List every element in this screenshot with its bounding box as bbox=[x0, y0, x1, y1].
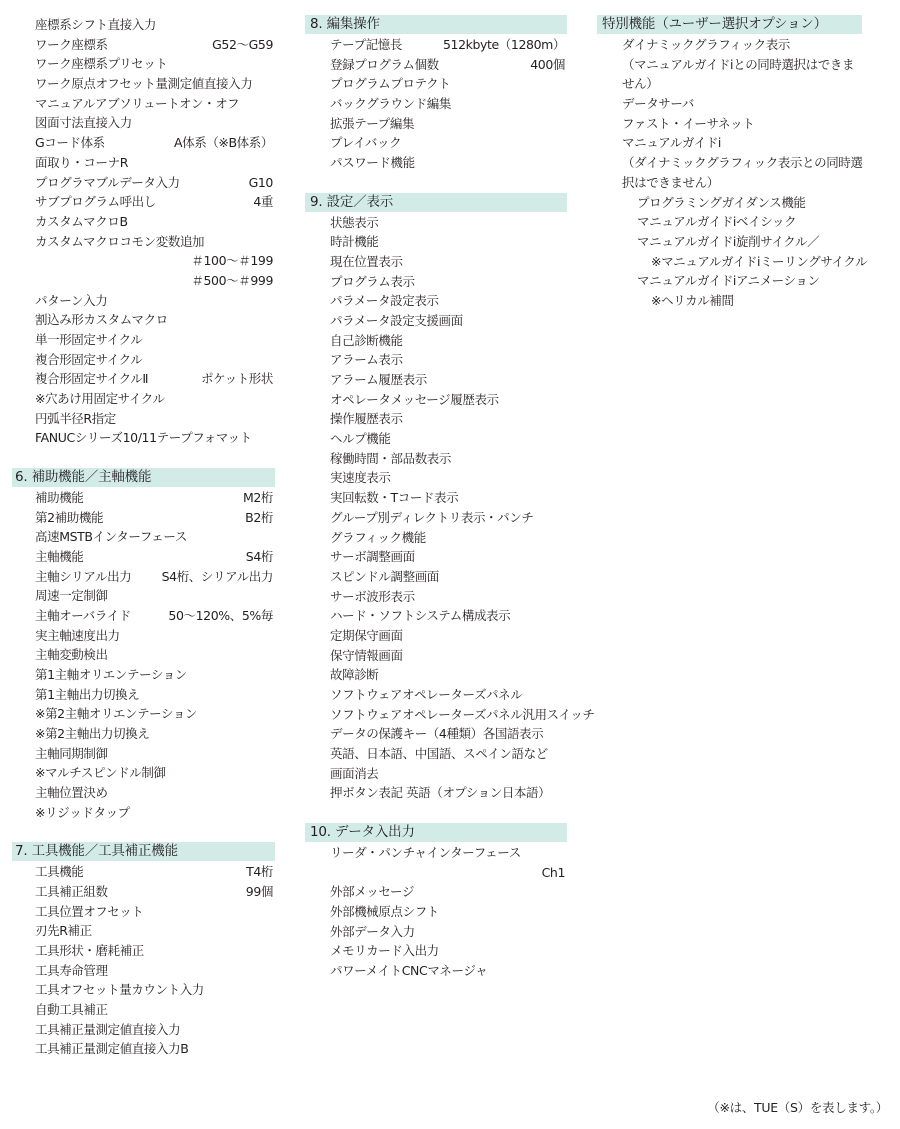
item-label: Gコード体系 bbox=[35, 135, 105, 151]
item-row bbox=[305, 744, 567, 764]
item-row bbox=[305, 114, 567, 134]
item-row bbox=[12, 192, 275, 212]
item-row bbox=[305, 882, 567, 902]
item-row bbox=[12, 488, 275, 508]
section-aux-spindle bbox=[12, 468, 275, 823]
item-label: 現在位置表示 bbox=[330, 253, 403, 269]
item-row bbox=[12, 232, 275, 252]
item-row bbox=[305, 94, 567, 114]
item-label: 円弧半径R指定 bbox=[35, 410, 116, 426]
item-row bbox=[305, 685, 567, 705]
item-row bbox=[305, 153, 567, 173]
item-label: 第1主軸出力切換え bbox=[35, 686, 140, 702]
item-label: プログラムプロテクト bbox=[330, 76, 451, 92]
item-row bbox=[12, 882, 275, 902]
item-row bbox=[597, 94, 862, 114]
item-label: 画面消去 bbox=[330, 765, 379, 781]
item-row bbox=[597, 35, 862, 55]
item-spec: B2桁 bbox=[245, 509, 273, 525]
item-label: 主軸位置決め bbox=[35, 785, 108, 801]
item-row bbox=[305, 665, 567, 685]
item-spec: T4桁 bbox=[246, 864, 273, 880]
item-label: 単一形固定サイクル bbox=[35, 332, 143, 347]
section-data-io bbox=[305, 823, 567, 981]
item-label: ハード・ソフトシステム構成表示 bbox=[330, 608, 511, 624]
item-label: 工具寿命管理 bbox=[35, 962, 108, 978]
item-row bbox=[12, 291, 275, 311]
item-label: 稼働時間・部品数表示 bbox=[330, 450, 452, 466]
item-label: 故障診断 bbox=[330, 667, 379, 683]
item-row bbox=[305, 941, 567, 961]
item-row bbox=[12, 310, 275, 330]
item-row bbox=[12, 15, 275, 35]
item-label: 拡張テープ編集 bbox=[330, 115, 415, 131]
item-row bbox=[305, 252, 567, 272]
item-row bbox=[305, 626, 567, 646]
item-row bbox=[12, 645, 275, 665]
item-row bbox=[12, 1020, 275, 1040]
item-row bbox=[12, 409, 275, 429]
middle-column bbox=[305, 15, 595, 981]
item-label: ヘルプ機能 bbox=[330, 431, 391, 447]
item-row bbox=[12, 961, 275, 981]
item-row bbox=[597, 133, 862, 153]
item-note bbox=[597, 173, 862, 193]
item-row bbox=[12, 508, 275, 528]
item-row bbox=[12, 862, 275, 882]
item-row bbox=[12, 567, 275, 587]
item-label: ※ヘリカル補間 bbox=[651, 292, 734, 308]
item-label: 工具位置オフセット bbox=[35, 903, 144, 919]
item-label: 自動工具補正 bbox=[35, 1002, 108, 1017]
item-label: 座標系シフト直接入力 bbox=[35, 17, 157, 32]
item-label: プレイバック bbox=[330, 135, 402, 151]
item-label: グラフィック機能 bbox=[330, 529, 426, 545]
item-row bbox=[305, 35, 567, 55]
item-row bbox=[12, 980, 275, 1000]
item-row bbox=[12, 803, 275, 823]
item-label: サーボ調整画面 bbox=[330, 549, 415, 565]
item-row bbox=[12, 606, 275, 626]
sub-item-row bbox=[597, 271, 862, 291]
section-general bbox=[12, 15, 275, 448]
item-label: データの保護キー（4種類）各国語表示 bbox=[330, 726, 544, 742]
section-title: 10. データ入出力 bbox=[310, 823, 415, 840]
item-row bbox=[12, 94, 275, 114]
item-row bbox=[305, 705, 595, 725]
item-label: 面取り・コーナR bbox=[35, 154, 128, 170]
item-row bbox=[305, 488, 567, 508]
item-label: ※穴あけ用固定サイクル bbox=[35, 391, 165, 407]
item-row bbox=[12, 350, 275, 370]
sub-item-row bbox=[597, 232, 862, 252]
item-label: カスタムマクロB bbox=[35, 213, 128, 229]
item-row bbox=[305, 390, 567, 410]
section-header bbox=[597, 15, 862, 34]
item-row bbox=[305, 587, 567, 607]
section-special-options bbox=[597, 15, 868, 311]
item-label: パラメータ設定支援画面 bbox=[330, 312, 463, 328]
item-label: 主軸同期制御 bbox=[35, 745, 108, 761]
item-row bbox=[12, 389, 275, 409]
item-label: 実速度表示 bbox=[330, 470, 391, 486]
item-row bbox=[305, 55, 567, 75]
item-row bbox=[305, 449, 567, 469]
item-row bbox=[305, 429, 567, 449]
section-header bbox=[12, 842, 275, 861]
item-label: 工具オフセット量カウント入力 bbox=[35, 982, 204, 998]
item-label: 択はできません） bbox=[622, 174, 719, 190]
item-row bbox=[305, 291, 567, 311]
item-label: ※リジッドタップ bbox=[35, 804, 130, 820]
item-row bbox=[12, 704, 275, 724]
item-label: ※第2主軸出力切換え bbox=[35, 726, 150, 742]
item-row bbox=[12, 921, 275, 941]
item-label: 英語、日本語、中国語、スペイン語など bbox=[330, 746, 548, 762]
item-label: カスタムマクロコモン変数追加 bbox=[35, 233, 205, 249]
item-row bbox=[12, 369, 275, 389]
item-row bbox=[12, 902, 275, 922]
left-column bbox=[12, 15, 275, 1059]
item-row bbox=[305, 961, 567, 981]
item-label: 高速MSTBインターフェース bbox=[35, 529, 187, 545]
item-label: マニュアルガイドiベイシック bbox=[637, 214, 797, 230]
item-row bbox=[12, 941, 275, 961]
item-row bbox=[305, 331, 567, 351]
item-row bbox=[305, 350, 567, 370]
item-spec: 50～120%、5%毎 bbox=[168, 607, 273, 623]
section-header bbox=[305, 193, 567, 212]
item-row bbox=[12, 1000, 275, 1020]
item-spec: S4桁 bbox=[245, 548, 273, 564]
item-label: プログラマブルデータ入力 bbox=[35, 174, 180, 190]
item-label: ワーク座標系プリセット bbox=[35, 56, 168, 72]
item-label: スピンドル調整画面 bbox=[330, 568, 439, 584]
item-label: リーダ・パンチャインターフェース bbox=[330, 844, 521, 860]
item-label: 主軸変動検出 bbox=[35, 647, 108, 663]
section-title: 6. 補助機能／主軸機能 bbox=[15, 468, 152, 485]
item-spec: Ch1 bbox=[541, 864, 565, 880]
item-row bbox=[12, 74, 275, 94]
item-label: （ダイナミックグラフィック表示との同時選 bbox=[622, 155, 863, 171]
item-label: ※マルチスピンドル制御 bbox=[35, 765, 166, 781]
item-row bbox=[12, 685, 275, 705]
item-spec: ポケット形状 bbox=[201, 371, 273, 387]
item-label: 時計機能 bbox=[330, 234, 379, 250]
item-label: パスワード機能 bbox=[330, 155, 415, 171]
item-label: ※第2主軸オリエンテーション bbox=[35, 706, 198, 722]
item-spec: M2桁 bbox=[242, 489, 273, 505]
item-row bbox=[12, 428, 275, 448]
item-label: テープ記憶長 bbox=[330, 37, 402, 52]
item-label: 主軸オーバライド bbox=[35, 607, 131, 623]
item-spec: ＃500～＃999 bbox=[191, 272, 273, 288]
item-row bbox=[305, 272, 567, 292]
item-label: 操作履歴表示 bbox=[330, 411, 403, 427]
item-label: マニュアルガイドi bbox=[622, 135, 721, 151]
item-label: マニュアルガイドiアニメーション bbox=[637, 273, 820, 289]
item-spec: 400個 bbox=[530, 56, 565, 72]
item-note bbox=[597, 74, 862, 94]
item-label: メモリカード入出力 bbox=[330, 943, 439, 959]
item-label: ファスト・イーサネット bbox=[622, 115, 755, 131]
item-row bbox=[12, 251, 275, 271]
item-label: ダイナミックグラフィック表示 bbox=[622, 37, 790, 52]
sub-item-row bbox=[597, 193, 862, 213]
footnote: （※は、TUE（S）を表します。） bbox=[707, 1100, 888, 1115]
item-label: 刃先R補正 bbox=[35, 923, 92, 939]
item-label: 実主軸速度出力 bbox=[35, 627, 120, 643]
item-spec: ＃100～＃199 bbox=[191, 253, 273, 269]
item-row bbox=[305, 764, 567, 784]
item-row bbox=[305, 213, 567, 233]
item-label: プログラム表示 bbox=[330, 273, 415, 289]
item-label: プログラミングガイダンス機能 bbox=[637, 194, 806, 210]
section-title: 7. 工具機能／工具補正機能 bbox=[15, 843, 178, 860]
item-spec: G52～G59 bbox=[212, 36, 273, 52]
item-spec: 4重 bbox=[253, 194, 273, 210]
item-label: 複合形固定サイクル bbox=[35, 351, 143, 367]
item-row bbox=[305, 863, 567, 883]
section-header bbox=[12, 468, 275, 487]
item-label: サブプログラム呼出し bbox=[35, 194, 156, 210]
item-label: 主軸シリアル出力 bbox=[35, 568, 132, 584]
item-label: 補助機能 bbox=[35, 489, 84, 505]
item-row bbox=[305, 783, 567, 803]
item-label: バックグラウンド編集 bbox=[330, 96, 452, 112]
item-label: 外部データ入力 bbox=[330, 923, 415, 939]
section-title: 特別機能（ユーザー選択オプション） bbox=[602, 16, 827, 32]
item-label: ワーク原点オフセット量測定値直接入力 bbox=[35, 76, 253, 92]
item-row bbox=[12, 133, 275, 153]
item-label: 実回転数・Tコード表示 bbox=[330, 490, 459, 506]
item-label: 第1主軸オリエンテーション bbox=[35, 667, 188, 682]
item-row bbox=[12, 744, 275, 764]
item-label: 工具補正量測定値直接入力 bbox=[35, 1021, 181, 1037]
item-row bbox=[12, 54, 275, 74]
item-row bbox=[12, 173, 275, 193]
item-label: 工具補正量測定値直接入力B bbox=[35, 1041, 189, 1057]
item-row bbox=[305, 646, 567, 666]
item-row bbox=[12, 586, 275, 606]
item-row bbox=[12, 330, 275, 350]
item-label: データサーバ bbox=[622, 96, 694, 112]
item-label: 外部機械原点シフト bbox=[330, 903, 439, 919]
item-row bbox=[305, 409, 567, 429]
item-row bbox=[12, 783, 275, 803]
item-row bbox=[305, 724, 567, 744]
item-label: アラーム履歴表示 bbox=[330, 372, 427, 387]
item-row bbox=[305, 468, 567, 488]
item-label: グループ別ディレクトリ表示・パンチ bbox=[330, 509, 534, 525]
item-spec: 512kbyte（1280m） bbox=[442, 37, 565, 52]
item-row bbox=[12, 212, 275, 232]
item-label: アラーム表示 bbox=[330, 352, 403, 368]
item-label: サーボ波形表示 bbox=[330, 588, 415, 604]
item-label: 複合形固定サイクルⅡ bbox=[35, 371, 149, 387]
sub-sub-item-row bbox=[597, 252, 868, 272]
item-label: 割込み形カスタムマクロ bbox=[35, 312, 168, 328]
item-label: ワーク座標系 bbox=[35, 36, 108, 52]
item-label: 第2補助機能 bbox=[35, 509, 104, 525]
item-label: 自己診断機能 bbox=[330, 332, 403, 348]
item-spec: A体系（※B体系） bbox=[173, 135, 273, 151]
item-row bbox=[597, 114, 862, 134]
item-label: 状態表示 bbox=[330, 214, 379, 230]
section-edit bbox=[305, 15, 567, 173]
section-header bbox=[305, 15, 567, 34]
item-row bbox=[12, 626, 275, 646]
item-row bbox=[305, 922, 567, 942]
item-label: パターン入力 bbox=[35, 292, 108, 308]
item-note bbox=[597, 153, 862, 173]
section-title: 8. 編集操作 bbox=[310, 16, 380, 32]
item-row bbox=[12, 271, 275, 291]
item-label: 工具形状・磨耗補正 bbox=[35, 942, 144, 958]
section-title: 9. 設定／表示 bbox=[310, 193, 394, 210]
item-row bbox=[12, 665, 275, 685]
item-row bbox=[305, 547, 567, 567]
item-row bbox=[12, 35, 275, 55]
item-label: ソフトウェアオペレーターズパネル bbox=[330, 687, 523, 702]
item-row bbox=[12, 153, 275, 173]
item-label: 図面寸法直接入力 bbox=[35, 115, 132, 131]
item-label: オペレータメッセージ履歴表示 bbox=[330, 391, 499, 407]
item-note bbox=[597, 55, 862, 75]
item-label: 押ボタン表記 英語（オプション日本語） bbox=[330, 785, 551, 801]
item-row bbox=[305, 567, 567, 587]
item-row bbox=[305, 370, 567, 390]
item-label: 周速一定制御 bbox=[35, 588, 108, 604]
item-label: パラメータ設定表示 bbox=[330, 293, 439, 309]
item-row bbox=[12, 547, 275, 567]
item-label: マニュアルガイドi旋削サイクル／ bbox=[637, 233, 820, 249]
sub-sub-item-row bbox=[597, 291, 862, 311]
item-label: パワーメイトCNCマネージャ bbox=[330, 962, 488, 978]
item-row bbox=[305, 606, 567, 626]
item-row bbox=[12, 1039, 275, 1059]
item-row bbox=[305, 311, 567, 331]
right-column bbox=[597, 15, 868, 311]
item-label: 保守情報画面 bbox=[330, 647, 403, 663]
sub-item-row bbox=[597, 212, 862, 232]
item-label: 外部メッセージ bbox=[330, 884, 414, 900]
item-label: ソフトウェアオペレーターズパネル汎用スイッチ bbox=[330, 706, 595, 722]
item-row bbox=[12, 113, 275, 133]
item-row bbox=[305, 232, 567, 252]
item-row bbox=[305, 133, 567, 153]
item-row bbox=[12, 763, 275, 783]
item-row bbox=[305, 843, 567, 863]
item-spec: S4桁、シリアル出力 bbox=[161, 568, 273, 584]
section-tool bbox=[12, 842, 275, 1059]
item-label: 工具補正組数 bbox=[35, 883, 108, 899]
item-label: 工具機能 bbox=[35, 864, 84, 880]
item-label: （マニュアルガイドiとの同時選択はできま bbox=[622, 56, 855, 72]
item-spec: 99個 bbox=[245, 883, 273, 899]
item-row bbox=[305, 902, 567, 922]
item-row bbox=[305, 508, 567, 528]
item-label: ※マニュアルガイドiミーリングサイクル bbox=[651, 253, 868, 269]
item-label: 定期保守画面 bbox=[330, 627, 403, 643]
item-row bbox=[305, 74, 567, 94]
item-spec: G10 bbox=[248, 174, 273, 190]
item-row bbox=[12, 724, 275, 744]
item-row bbox=[12, 527, 275, 547]
item-label: 主軸機能 bbox=[35, 548, 84, 564]
item-label: せん） bbox=[622, 76, 659, 92]
section-display bbox=[305, 193, 595, 804]
item-label: 登録プログラム個数 bbox=[330, 56, 439, 72]
section-header bbox=[305, 823, 567, 842]
item-label: マニュアルアブソリュートオン・オフ bbox=[35, 95, 240, 111]
item-row bbox=[305, 528, 567, 548]
item-label: FANUCシリーズ10/11テープフォマット bbox=[35, 430, 252, 446]
